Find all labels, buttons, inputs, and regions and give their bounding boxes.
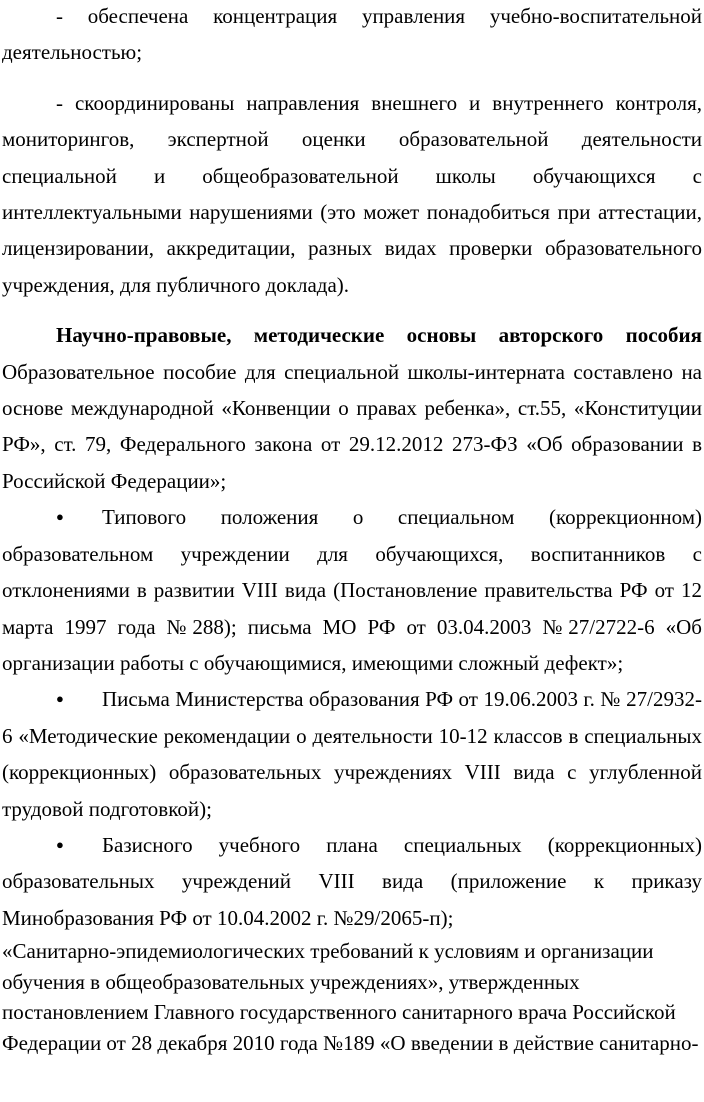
legal-basis-text: Образовательное пособие для специальной школы-интерната составлено на основе международной «Конвенции о правах ребенка», ст.55, «Конституции РФ», ст. 79, Федерального закона от 29.12.2012 273-ФЗ «Об образовании в Российской Федерации»;	[2, 359, 702, 493]
list-item	[2, 827, 702, 936]
list-item	[2, 499, 702, 681]
bullet-icon: ●	[56, 691, 64, 707]
section-heading: Научно-правовые, методические основы авторского пособия	[56, 323, 702, 348]
list-item-text: Базисного учебного плана специальных (коррекционных) образовательных учреждений VIII вида (приложение к приказу Минобразования РФ от 10.04.2002 г. №29/2065-п);	[2, 832, 702, 930]
paragraph-coordination: - скоординированы направления внешнего и внутреннего контроля, мониторингов, экспертной оценки образовательной деятельности специальной и общеобразовательной школы обучающихся с интеллектуальными нарушениями (это может понадобиться при аттестации, лицензировании, аккредитации, разных видах проверки образовательного учреждения, для публичного доклада).	[2, 90, 702, 297]
list-item-text: Типового положения о специальном (коррекционном) образовательном учреждении для обучающихся, воспитанников с отклонениями в развитии VIII вида (Постановление правительства РФ от 12 марта 1997 года №288); письма МО РФ от 03.04.2003 №27/2722-6 «Об организации работы с обучающимися, имеющими сложный дефект»;	[2, 505, 702, 675]
paragraph-sanitary-requirements: «Санитарно-эпидемиологических требований к условиям и организации обучения в общеобразовательных учреждениях», утвержденных постановлением Главного государственного санитарного врача Российской Федерации от 28 декабря 2010 года №189 «О введении в действие санитарно-	[2, 939, 699, 1055]
paragraph-legal-basis	[2, 317, 702, 499]
list-item-text: Письма Министерства образования РФ от 19.06.2003 г. № 27/2932-6 «Методические рекомендации о деятельности 10-12 классов в специальных (коррекционных) образовательных учреждениях VIII вида с углубленной трудовой подготовкой);	[2, 687, 702, 821]
bullet-icon: ●	[56, 836, 64, 852]
document-page	[2, 0, 702, 1058]
list-item	[2, 681, 702, 827]
paragraph-concentration: - обеспечена концентрация управления учебно-воспитательной деятельностью;	[2, 4, 702, 65]
bullet-icon: ●	[56, 509, 64, 525]
